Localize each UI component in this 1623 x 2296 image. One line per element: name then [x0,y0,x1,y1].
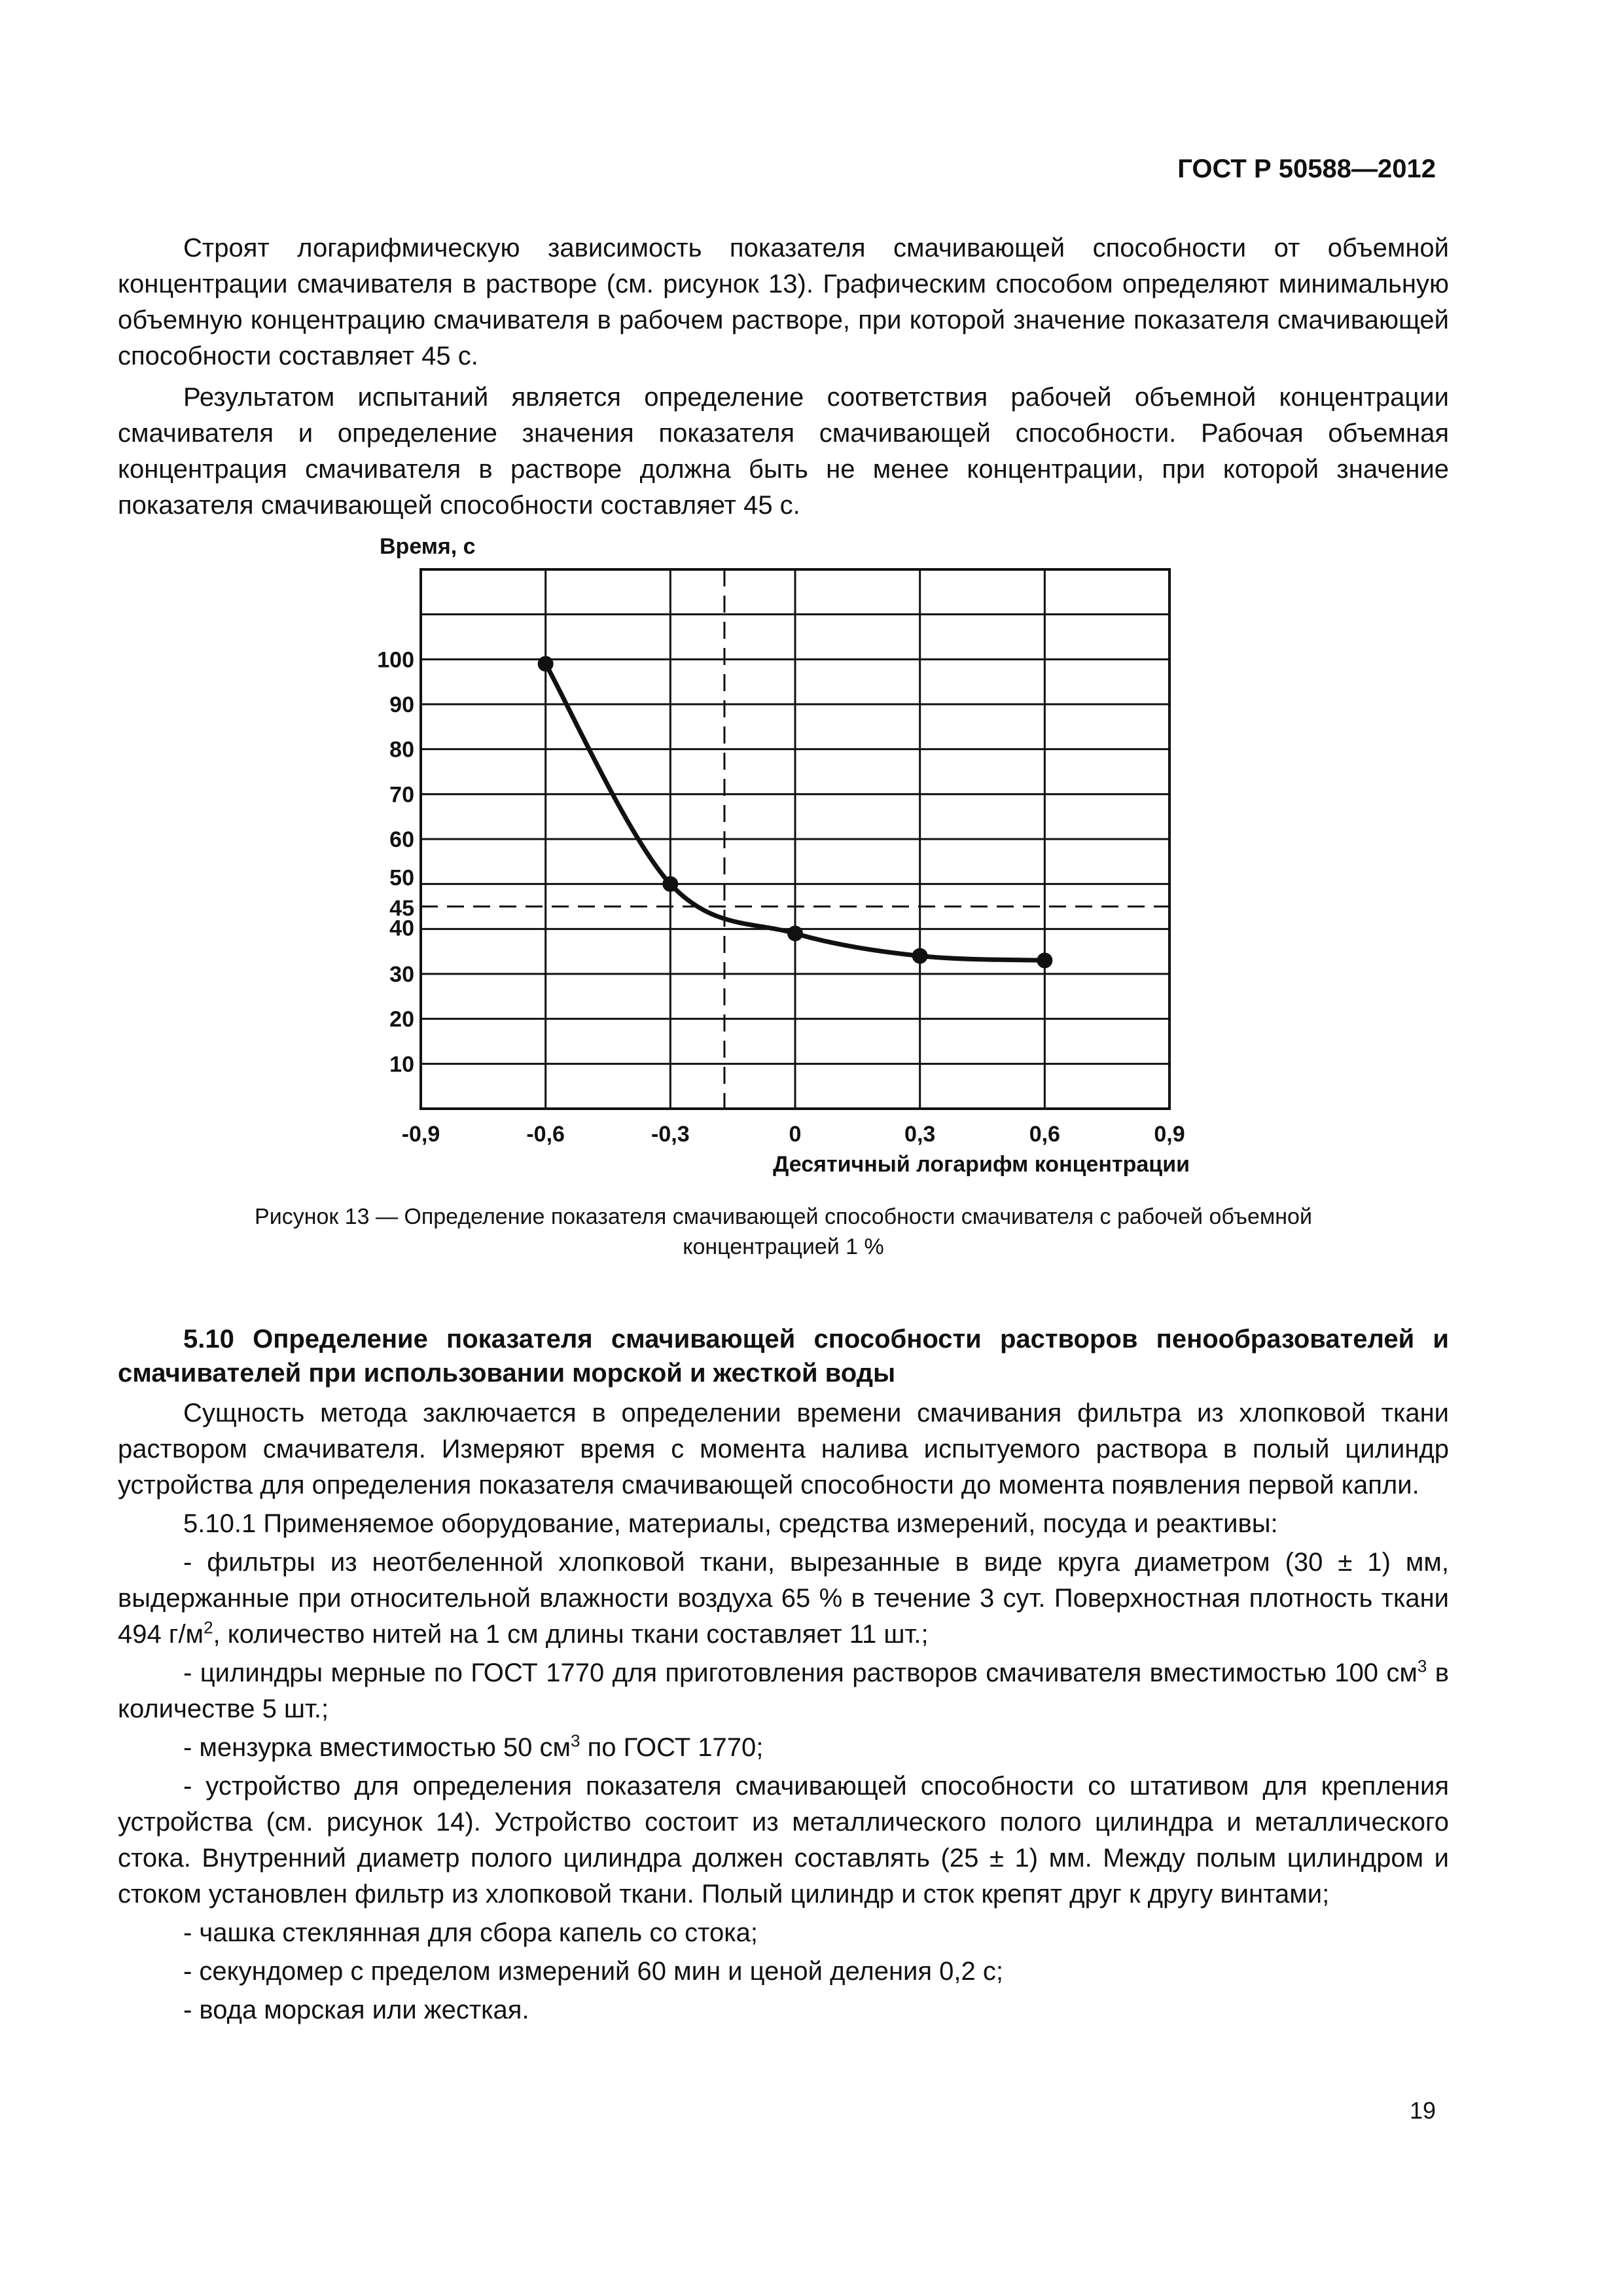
x-tick-label: -0,3 [651,1122,690,1147]
figure-13 [353,524,1257,1198]
list-item: - цилиндры мерные по ГОСТ 1770 для приготовления растворов смачивателя вместимостью 100 $см^3$ в количестве 5 шт.; [118,1656,1449,1723]
data-point [538,656,554,672]
x-axis-label: Десятичный логарифм концентрации [773,1152,1190,1177]
y-tick-label: 40 [389,916,414,941]
x-tick-label: -0,6 [526,1122,565,1147]
wetting-chart [353,524,1257,1198]
intro-paragraph-1: Строят логарифмическую зависимость показателя смачивающей способности от объемной концентрации смачивателя в растворе (см. рисунок 13). Графическим способом определяют минимальную объемную концентрацию смачивателя в рабочем растворе, при которой значение показателя смачивающей способности составляет 45 с. [118,234,1449,370]
list-item: - мензурка вместимостью 50 $см^3$ по ГОСТ 1770; [183,1731,764,1762]
data-point [912,948,928,964]
list-item: - чашка стеклянная для сбора капель со стока; [183,1918,758,1947]
figure-caption [118,1202,1449,1262]
section-paragraph-2: 5.10.1 Применяемое оборудование, материалы, средства измерений, посуда и реактивы: [183,1509,1278,1538]
section-title: 5.10 Определение показателя смачивающей способности растворов пенообразователей и смачивателей при использовании морской и жесткой воды [118,1325,1449,1388]
chart-grid [421,569,1169,1109]
list-item: - фильтры из неотбеленной хлопковой ткани, вырезанные в виде круга диаметром (30 ± 1) мм, выдержанные при относительной влажности воздуха 65 % в течение 3 сут. Поверхностная плотность ткани 494 $г/м^2$, количество нитей на 1 см длины ткани составляет 11 шт.; [118,1548,1449,1649]
y-tick-label: 30 [389,962,414,987]
x-tick-label: 0 [789,1122,802,1147]
x-tick-labels [402,1122,1185,1147]
y-tick-label: 100 [377,647,414,673]
y-tick-label: 50 [389,865,414,891]
x-tick-label: 0,3 [904,1122,936,1147]
x-tick-label: 0,9 [1154,1122,1185,1147]
list-item: - секундомер с пределом измерений 60 мин и ценой деления 0,2 с; [183,1957,1004,1986]
y-tick-label: 70 [389,782,414,808]
y-tick-label: 90 [389,692,414,717]
data-point [1037,952,1052,968]
x-tick-label: -0,9 [401,1122,440,1147]
y-tick-label: 20 [389,1007,414,1032]
section-5-10 [118,1322,1449,2028]
data-point [662,876,678,892]
intro-paragraph-2: Результатом испытаний является определение соответствия рабочей объемной концентрации смачивателя и определение значения показателя смачивающей способности. Рабочая объемная концентрация смачивателя в растворе должна быть не менее концентрации, при которой значение показателя смачивающей способности составляет 45 с. [118,383,1449,520]
document-code: ГОСТ Р 50588—2012 [1177,154,1436,183]
x-tick-label: 0,6 [1029,1122,1060,1147]
data-point [787,925,803,941]
page-number: 19 [1409,2097,1436,2124]
section-paragraph-1: Сущность метода заключается в определении времени смачивания фильтра из хлопковой ткани раствором смачивателя. Измеряют время с момента налива испытуемого раствора в полый цилиндр устройства для определения показателя смачивающей способности до момента появления первой капли. [118,1399,1449,1499]
y-tick-label: 60 [389,827,414,852]
y-axis-label: Время, с [380,534,476,559]
y-tick-labels [377,647,414,1077]
intro-text [118,230,1449,524]
list-item: - вода морская или жесткая. [183,1996,529,2024]
y-tick-label: 10 [389,1052,414,1077]
y-tick-label: 80 [389,737,414,762]
y-tick-label: 45 [389,896,414,921]
list-item: - устройство для определения показателя смачивающей способности со штативом для крепления устройства (см. рисунок 14). Устройство состоит из металлического полого цилиндра и металлического стока. Внутренний диаметр полого цилиндра должен составлять (25 ± 1) мм. Между полым цилиндром и стоком установлен фильтр из хлопковой ткани. Полый цилиндр и сток крепят друг к другу винтами; [118,1772,1449,1909]
figure-caption-line-2: концентрацией 1 % [683,1234,884,1259]
figure-caption-line-1: Рисунок 13 — Определение показателя смачивающей способности смачивателя с рабочей объемной [255,1204,1312,1229]
